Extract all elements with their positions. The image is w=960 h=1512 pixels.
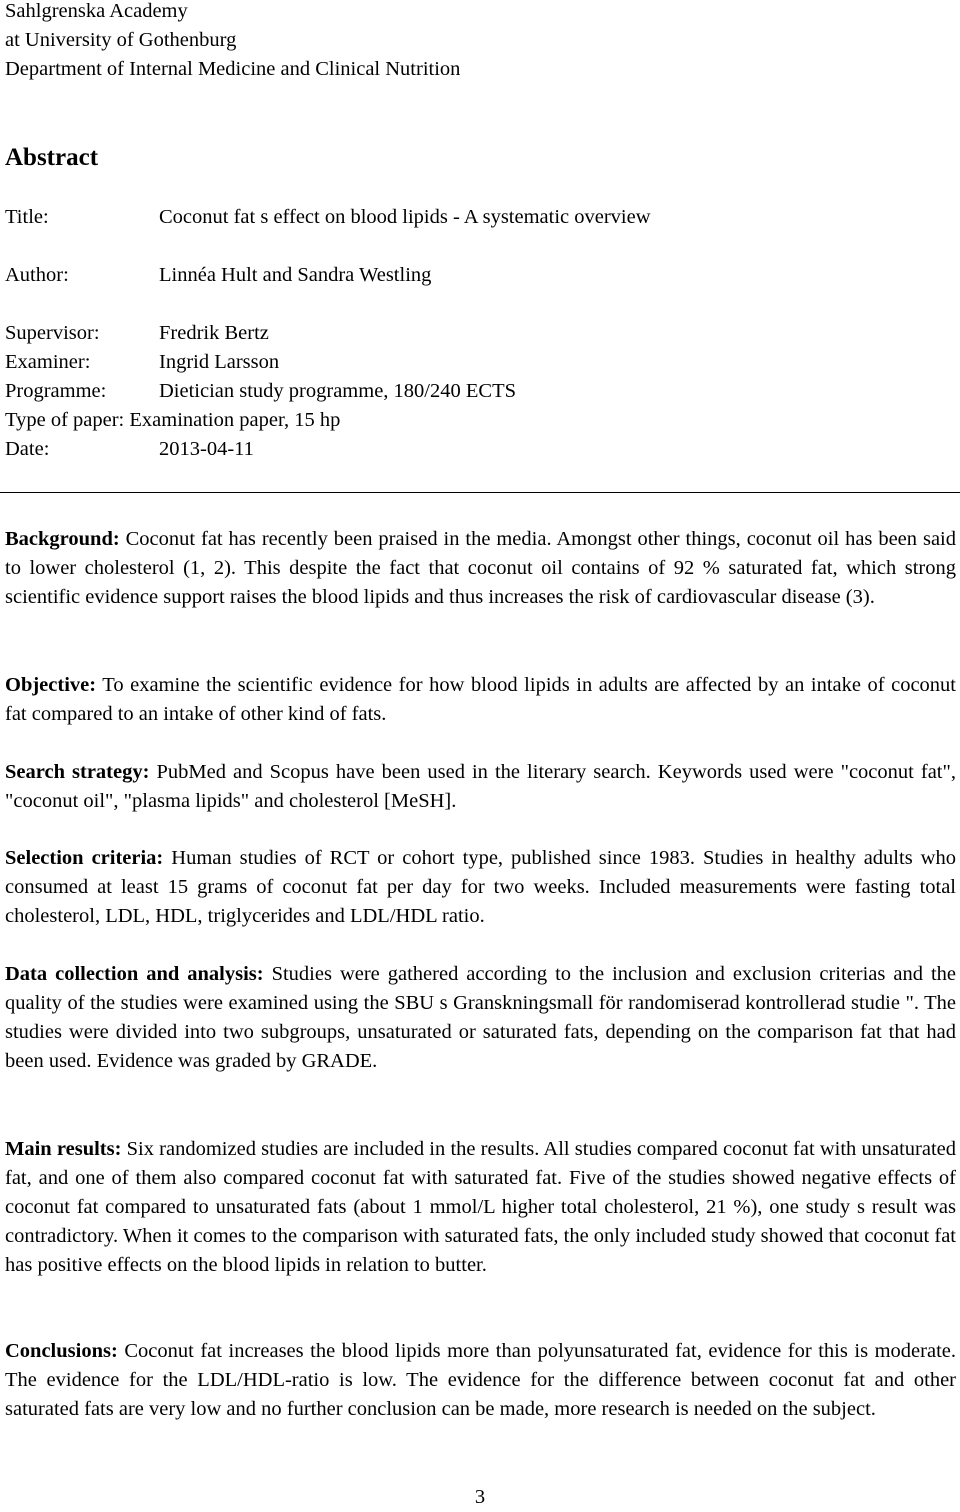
institution-university: at University of Gothenburg bbox=[5, 29, 237, 51]
meta-examiner-label: Examiner: bbox=[5, 351, 91, 373]
meta-paper-type-row bbox=[5, 406, 340, 435]
selection-criteria-paragraph bbox=[5, 844, 956, 931]
abstract-heading: Abstract bbox=[5, 144, 99, 171]
meta-title-row bbox=[5, 203, 651, 232]
meta-title-label: Title: bbox=[5, 206, 49, 228]
main-results-paragraph bbox=[5, 1135, 956, 1280]
meta-examiner-value: Ingrid Larsson bbox=[159, 351, 280, 373]
meta-paper-type-label: Type of paper: bbox=[5, 409, 125, 431]
objective-label: Objective: bbox=[5, 674, 97, 696]
objective-text: To examine the scientific evidence for how blood lipids in adults are affected by an intake of coconut fat compared to an intake of other kind of fats. bbox=[5, 674, 956, 725]
meta-title-value: Coconut fat s effect on blood lipids - A systematic overview bbox=[159, 206, 651, 228]
meta-supervisor-value: Fredrik Bertz bbox=[159, 322, 269, 344]
background-label: Background: bbox=[5, 528, 120, 550]
background-paragraph bbox=[5, 525, 956, 612]
meta-author-label: Author: bbox=[5, 264, 69, 286]
page-number: 3 bbox=[474, 1486, 486, 1508]
institution-department: Department of Internal Medicine and Clinical Nutrition bbox=[5, 58, 461, 80]
selection-criteria-text: Human studies of RCT or cohort type, published since 1983. Studies in healthy adults who consumed at least 15 grams of coconut fat per day for two weeks. Included measurements were fasting total cholesterol, LDL, HDL, triglycerides and LDL/HDL ratio. bbox=[5, 847, 956, 927]
meta-paper-type-value: Examination paper, 15 hp bbox=[129, 409, 341, 431]
meta-programme-label: Programme: bbox=[5, 380, 107, 402]
meta-date-row bbox=[5, 435, 254, 464]
conclusions-paragraph bbox=[5, 1337, 956, 1424]
search-strategy-paragraph bbox=[5, 758, 956, 816]
meta-programme-value: Dietician study programme, 180/240 ECTS bbox=[159, 380, 516, 402]
objective-paragraph bbox=[5, 671, 956, 729]
main-results-label: Main results: bbox=[5, 1138, 122, 1160]
institution-name: Sahlgrenska Academy bbox=[5, 0, 188, 22]
selection-criteria-label: Selection criteria: bbox=[5, 847, 164, 869]
meta-supervisor-row bbox=[5, 319, 269, 348]
meta-date-label: Date: bbox=[5, 438, 50, 460]
main-results-text: Six randomized studies are included in the results. All studies compared coconut fat with unsaturated fat, and one of them also compared coconut fat with saturated fat. Five of the studies showed negative effects of coconut fat compared to unsaturated fats (about 1 mmol/L higher total cholesterol, 21 %), one study s result was contradictory. When it comes to the comparison with saturated fats, the only included study showed that coconut fat has positive effects on the blood lipids in relation to butter. bbox=[5, 1138, 956, 1276]
conclusions-label: Conclusions: bbox=[5, 1340, 118, 1362]
meta-author-row bbox=[5, 261, 431, 290]
meta-author-value: Linnéa Hult and Sandra Westling bbox=[159, 264, 432, 286]
institution-header bbox=[5, 0, 460, 84]
data-collection-text: Studies were gathered according to the inclusion and exclusion criterias and the quality of the studies were examined using the SBU s Granskningsmall för randomiserad kontrollerad studie ". The studies were divided into two subgroups, unsaturated or saturated fats, depending on the comparison fat that had been used. Evidence was graded by GRADE. bbox=[5, 963, 957, 1072]
data-collection-paragraph bbox=[5, 960, 956, 1076]
search-strategy-text: PubMed and Scopus have been used in the literary search. Keywords used were "coconut fat", "coconut oil", "plasma lipids" and cholesterol [MeSH]. bbox=[5, 761, 956, 812]
meta-date-value: 2013-04-11 bbox=[159, 438, 254, 460]
search-strategy-label: Search strategy: bbox=[5, 761, 150, 783]
meta-supervisor-label: Supervisor: bbox=[5, 322, 100, 344]
section-divider bbox=[0, 492, 960, 493]
background-text: Coconut fat has recently been praised in the media. Amongst other things, coconut oil has been said to lower cholesterol (1, 2). This despite the fact that coconut oil contains of 92 % saturated fat, which strong scientific evidence support raises the blood lipids and thus increases the risk of cardiovascular disease (3). bbox=[5, 528, 956, 608]
data-collection-label: Data collection and analysis: bbox=[5, 963, 264, 985]
conclusions-text: Coconut fat increases the blood lipids more than polyunsaturated fat, evidence for this is moderate. The evidence for the LDL/HDL-ratio is low. The evidence for the difference between coconut fat and other saturated fats are very low and no further conclusion can be made, more research is needed on the subject. bbox=[5, 1340, 956, 1420]
meta-programme-row bbox=[5, 377, 516, 406]
meta-examiner-row bbox=[5, 348, 279, 377]
